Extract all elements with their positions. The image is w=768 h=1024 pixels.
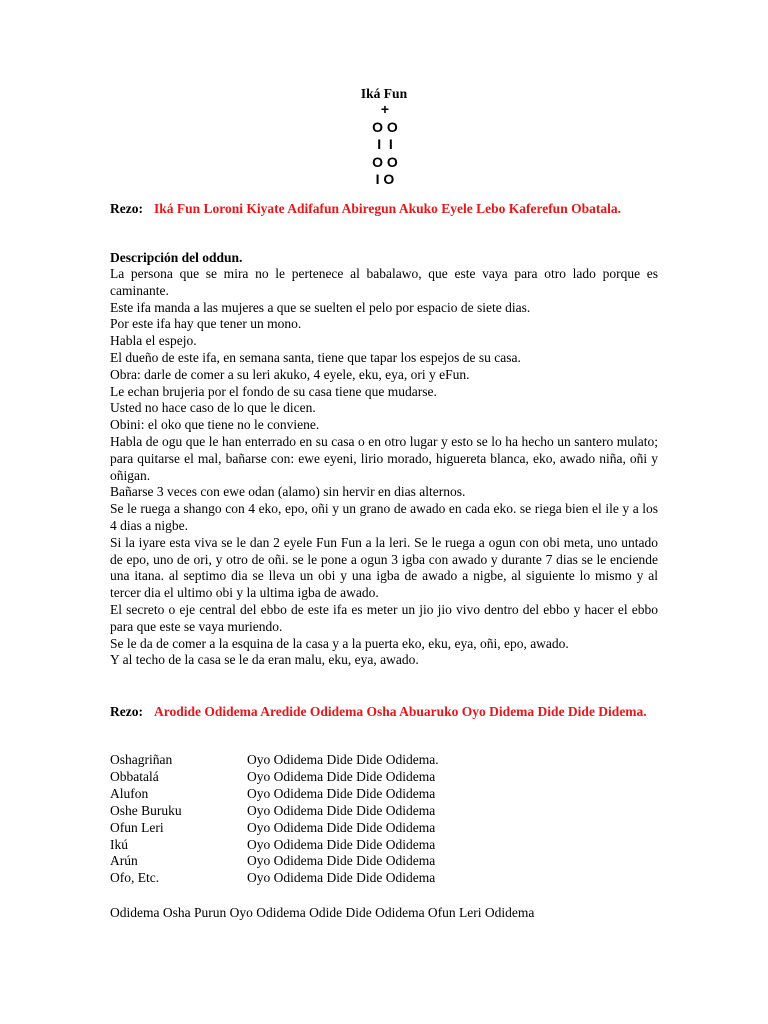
description-body: [110, 266, 658, 669]
rezo-label: Rezo:: [110, 704, 143, 719]
rezo-block-1: [110, 200, 658, 217]
chant-text: Oyo Odidema Dide Dide Odidema: [247, 853, 436, 869]
rezo-text: Arodide Odidema Aredide Odidema Osha Abuaruko Oyo Didema Dide Dide Didema.: [154, 704, 647, 719]
paragraph: Se le ruega a shango con 4 eko, epo, oñi y un grano de awado en cada eko. se riega bien el ile y a los 4 dias a nigbe.: [110, 501, 658, 533]
document-title: Iká Fun: [360, 86, 408, 101]
chant-text: Oyo Odidema Dide Dide Odidema: [247, 819, 436, 835]
paragraph: El secreto o eje central del ebbo de este ifa es meter un jio jio vivo dentro del ebbo y hacer el ebbo para que este se vaya muriendo.: [110, 601, 658, 634]
chant-name: Arún: [110, 853, 138, 869]
paragraph: Habla el espejo.: [110, 333, 197, 349]
paragraph: Habla de ogu que le han enterrado en su casa o en otro lugar y esto se lo ha hecho un santero mulato; para quitarse el mal, bañarse con: ewe eyeni, lirio morado, higuereta blanca, eko, awado niña, oñi y oñigan.: [110, 433, 658, 483]
paragraph: Obini: el oko que tiene no le conviene.: [110, 417, 320, 433]
chant-name: Ofun Leri: [110, 819, 164, 835]
chant-name: Obbatalá: [110, 768, 159, 784]
sign-line: I I: [377, 136, 393, 152]
sign-line: +: [380, 101, 390, 117]
rezo-block-2: [110, 703, 658, 720]
description-heading: Descripción del oddun.: [110, 250, 243, 265]
chant-text: Oyo Odidema Dide Dide Odidema.: [247, 752, 439, 767]
paragraph: La persona que se mira no le pertenece al babalawo, que este vaya para otro lado porque es caminante.: [110, 266, 658, 298]
paragraph: Le echan brujeria por el fondo de su casa tiene que mudarse.: [110, 383, 437, 399]
closing-line: Odidema Osha Purun Oyo Odidema Odide Dide Odidema Ofun Leri Odidema: [110, 905, 535, 920]
paragraph: Obra: darle de comer a su leri akuko, 4 eyele, eku, eya, ori y eFun.: [110, 366, 470, 382]
paragraph: Si la iyare esta viva se le dan 2 eyele Fun Fun a la leri. Se le ruega a ogun con obi meta, uno untado de epo, uno de ori, y otro de oñi. se le pone a ogun 3 igba con awado y durante 7 dias se le enciende una itana. al septimo dia se lleva un obi y una igba de awado a nigbe, al siguiente lo mismo y al tercer dia el ultimo obi y la ultima igba de awado.: [110, 534, 658, 601]
oddun-sign: [360, 101, 410, 189]
rezo-label: Rezo:: [110, 201, 143, 216]
chant-row: [110, 752, 658, 769]
paragraph: El dueño de este ifa, en semana santa, tiene que tapar los espejos de su casa.: [110, 349, 521, 365]
chant-name: Ofo, Etc.: [110, 870, 160, 886]
chant-name: Oshe Buruku: [110, 802, 182, 818]
chant-text: Oyo Odidema Dide Dide Odidema: [247, 836, 436, 852]
chant-row: [110, 820, 658, 837]
chant-row: [110, 786, 658, 803]
paragraph: Y al techo de la casa se le da eran malu, eku, eya, awado.: [110, 652, 419, 668]
chant-list: [110, 752, 658, 887]
chant-row: [110, 853, 658, 870]
paragraph: Se le da de comer a la esquina de la casa y a la puerta eko, eku, eya, oñi, epo, awado.: [110, 635, 569, 651]
sign-line: O O: [372, 118, 398, 135]
chant-name: Ikú: [110, 836, 128, 852]
chant-name: Alufon: [110, 785, 149, 801]
rezo-text: Iká Fun Loroni Kiyate Adifafun Abiregun Akuko Eyele Lebo Kaferefun Obatala.: [154, 201, 621, 216]
chant-row: [110, 837, 658, 854]
paragraph: Bañarse 3 veces con ewe odan (alamo) sin hervir en dias alternos.: [110, 484, 466, 500]
paragraph: Este ifa manda a las mujeres a que se suelten el pelo por espacio de siete dias.: [110, 299, 531, 315]
chant-text: Oyo Odidema Dide Dide Odidema: [247, 870, 436, 886]
paragraph: Usted no hace caso de lo que le dicen.: [110, 400, 316, 416]
chant-name: Oshagriñan: [110, 752, 173, 767]
paragraph: Por este ifa hay que tener un mono.: [110, 316, 302, 332]
chant-row: [110, 769, 658, 786]
chant-text: Oyo Odidema Dide Dide Odidema: [247, 802, 436, 818]
chant-text: Oyo Odidema Dide Dide Odidema: [247, 768, 436, 784]
sign-line: O O: [372, 153, 398, 170]
chant-text: Oyo Odidema Dide Dide Odidema: [247, 785, 436, 801]
sign-line: I O: [375, 171, 395, 187]
chant-row: [110, 870, 658, 887]
chant-row: [110, 803, 658, 820]
